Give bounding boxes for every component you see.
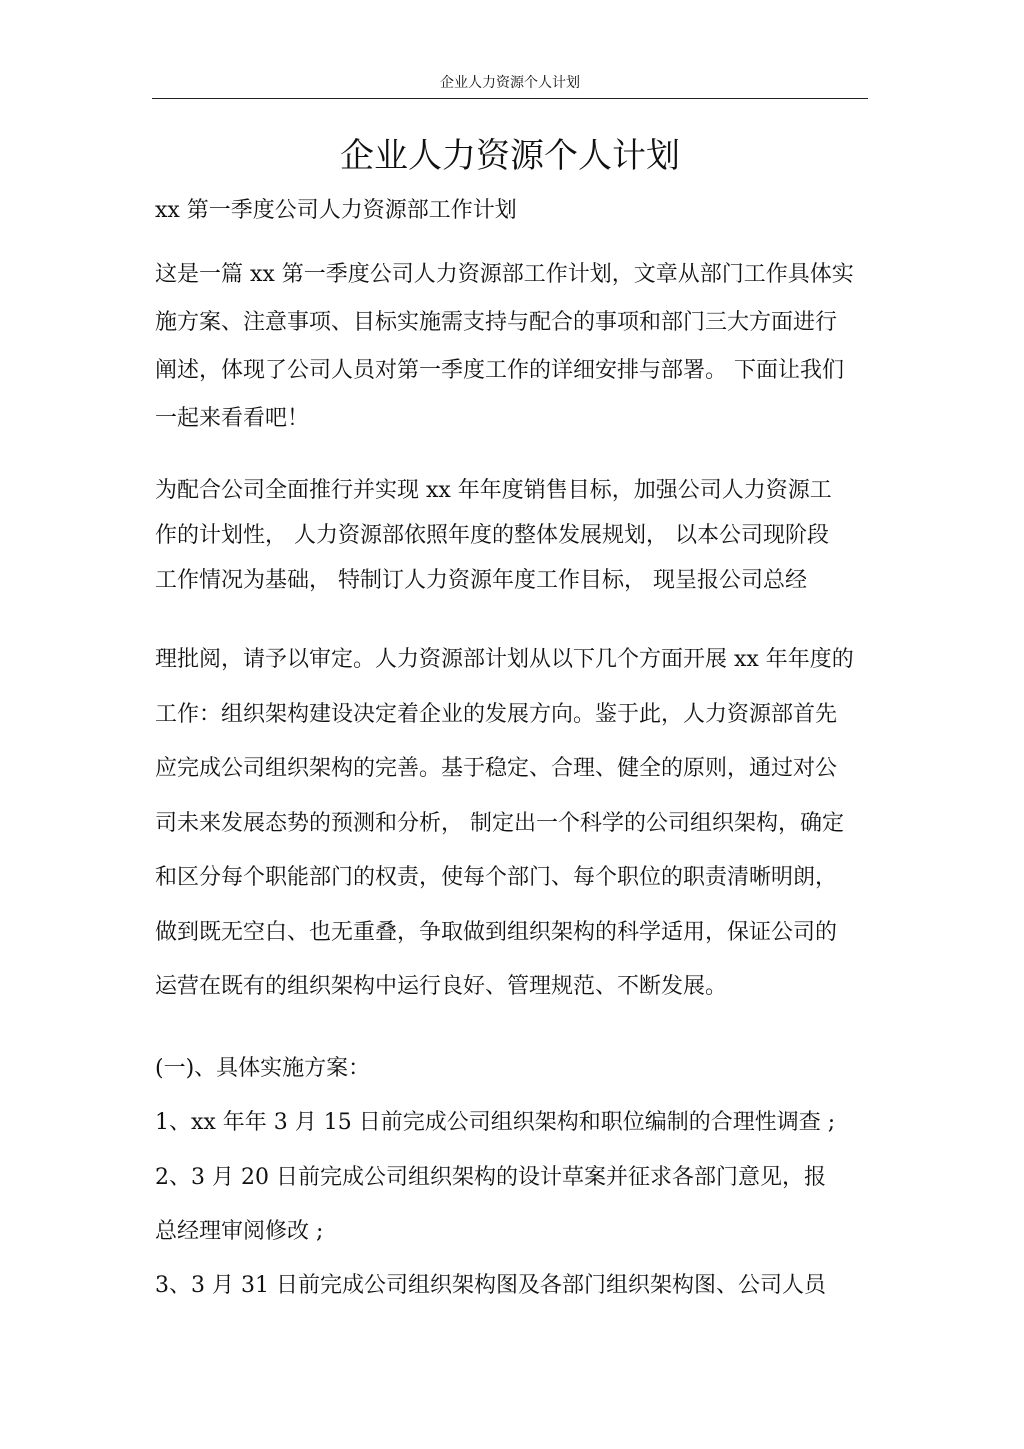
body-line: 一起来看看吧！ bbox=[155, 406, 310, 431]
document-subtitle: xx 第一季度公司人力资源部工作计划 bbox=[155, 198, 517, 223]
document-title: 企业人力资源个人计划 bbox=[340, 136, 680, 176]
body-line: 这是一篇 xx 第一季度公司人力资源部工作计划，文章从部门工作具体实 bbox=[155, 262, 854, 287]
body-line: 工作情况为基础， 特制订人力资源年度工作目标， 现呈报公司总经 bbox=[155, 568, 807, 593]
body-line: 运营在既有的组织架构中运行良好、管理规范、不断发展。 bbox=[155, 974, 728, 999]
header-rule bbox=[152, 98, 868, 99]
body-line: 工作：组织架构建设决定着企业的发展方向。鉴于此，人力资源部首先 bbox=[155, 702, 838, 727]
body-line: 应完成公司组织架构的完善。基于稳定、合理、健全的原则，通过对公 bbox=[155, 756, 838, 781]
body-line: 做到既无空白、也无重叠，争取做到组织架构的科学适用，保证公司的 bbox=[155, 920, 838, 945]
body-line: 阐述，体现了公司人员对第一季度工作的详细安排与部署。 下面让我们 bbox=[155, 358, 844, 383]
list-item: 2、3 月 20 日前完成公司组织架构的设计草案并征求各部门意见，报 bbox=[155, 1165, 826, 1190]
running-header: 企业人力资源个人计划 bbox=[440, 75, 580, 91]
list-item: 3、3 月 31 日前完成公司组织架构图及各部门组织架构图、公司人员 bbox=[155, 1273, 826, 1298]
body-line: 作的计划性， 人力资源部依照年度的整体发展规划， 以本公司现阶段 bbox=[155, 523, 829, 548]
body-line: 和区分每个职能部门的权责，使每个部门、每个职位的职责清晰明朗， bbox=[155, 865, 838, 890]
body-line: 为配合公司全面推行并实现 xx 年年度销售目标，加强公司人力资源工 bbox=[155, 478, 832, 503]
section-heading: (一)、具体实施方案： bbox=[155, 1056, 371, 1081]
list-item: 1、xx 年年 3 月 15 日前完成公司组织架构和职位编制的合理性调查 ; bbox=[155, 1110, 836, 1135]
body-line: 司未来发展态势的预测和分析， 制定出一个科学的公司组织架构，确定 bbox=[155, 811, 844, 836]
body-line: 理批阅，请予以审定。人力资源部计划从以下几个方面开展 xx 年年度的 bbox=[155, 647, 854, 672]
body-line: 施方案、注意事项、目标实施需支持与配合的事项和部门三大方面进行 bbox=[155, 310, 838, 335]
list-item-continuation: 总经理审阅修改 ; bbox=[155, 1219, 324, 1244]
